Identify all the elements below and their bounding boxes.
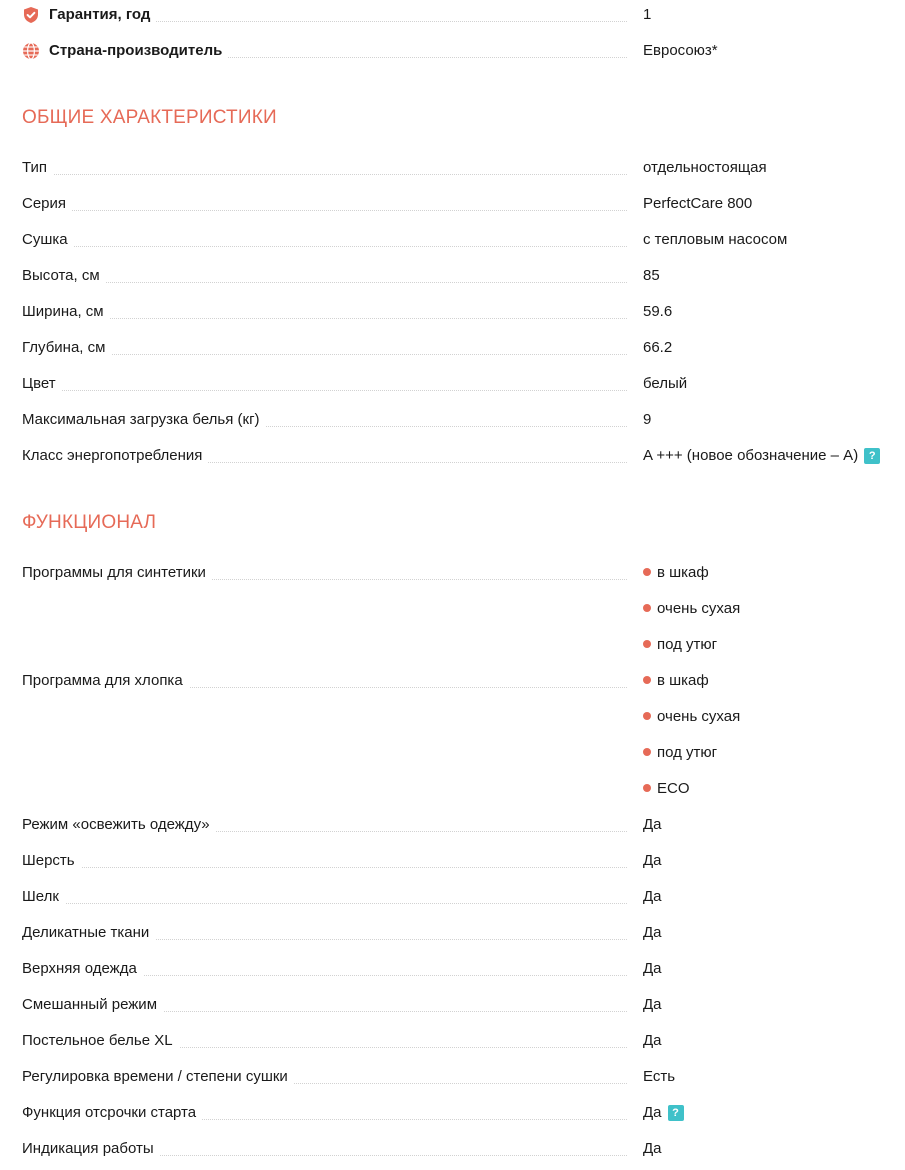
list-item-text: ECO — [657, 780, 690, 797]
bullet-icon — [643, 568, 651, 576]
spec-value: Да — [643, 888, 662, 905]
spec-label: Индикация работы — [22, 1134, 160, 1164]
spec-label: Цвет — [22, 369, 62, 399]
spec-row-energy-class — [22, 441, 892, 477]
section-title-functional: ФУНКЦИОНАЛ — [22, 512, 157, 533]
spec-value: 66.2 — [643, 339, 673, 356]
spec-row — [22, 333, 892, 369]
spec-row — [22, 153, 892, 189]
spec-label: Верхняя одежда — [22, 954, 143, 984]
spec-row — [22, 369, 892, 405]
spec-value: 1 — [643, 6, 652, 23]
spec-label: Функция отсрочки старта — [22, 1098, 202, 1128]
list-item — [643, 702, 740, 732]
bullet-icon — [643, 640, 651, 648]
shield-check-icon — [22, 6, 40, 24]
spec-row — [22, 954, 892, 990]
spec-value-text: A +++ (новое обозначение – A) — [643, 447, 859, 464]
spec-value: Да — [643, 816, 662, 833]
dotted-leader — [22, 210, 627, 211]
spec-value: Да — [643, 996, 662, 1013]
spec-value: 59.6 — [643, 303, 673, 320]
spec-row — [22, 810, 892, 846]
list-item — [643, 630, 717, 660]
spec-row — [22, 1062, 892, 1098]
globe-icon — [22, 42, 40, 60]
spec-label: Глубина, см — [22, 333, 111, 363]
spec-label: Программа для хлопка — [22, 666, 189, 696]
list-item-text: в шкаф — [657, 672, 709, 689]
list-item — [643, 594, 740, 624]
spec-row — [22, 990, 892, 1026]
list-item-text: очень сухая — [657, 708, 741, 725]
list-item-text: под утюг — [657, 636, 718, 653]
spec-row — [22, 297, 892, 333]
spec-value: Да — [643, 924, 662, 941]
spec-row — [22, 261, 892, 297]
spec-value: белый — [643, 375, 688, 392]
spec-value: 85 — [643, 267, 660, 284]
spec-row — [22, 189, 892, 225]
dotted-leader — [22, 282, 627, 283]
dotted-leader — [22, 867, 627, 868]
spec-value: Да — [643, 1032, 662, 1049]
spec-value: Евросоюз* — [643, 42, 718, 59]
list-item-text: в шкаф — [657, 564, 709, 581]
list-item — [643, 666, 709, 696]
spec-row — [22, 225, 892, 261]
spec-value: Есть — [643, 1068, 676, 1085]
spec-row-warranty — [22, 0, 892, 36]
spec-row — [22, 1134, 892, 1170]
spec-value: с тепловым насосом — [643, 231, 788, 248]
spec-label: Высота, см — [22, 261, 106, 291]
spec-value: Да — [643, 1140, 662, 1157]
bullet-icon — [643, 676, 651, 684]
spec-value: 9 — [643, 411, 652, 428]
spec-value: отдельностоящая — [643, 159, 767, 176]
help-icon[interactable]: ? — [864, 448, 880, 464]
spec-row-synthetics — [22, 558, 892, 594]
spec-row-country — [22, 36, 892, 72]
list-item — [643, 558, 709, 588]
spec-label: Постельное белье XL — [22, 1026, 179, 1056]
spec-row-delay-start — [22, 1098, 892, 1134]
spec-label: Сушка — [22, 225, 74, 255]
dotted-leader — [22, 390, 627, 391]
spec-value: Да — [643, 852, 662, 869]
spec-value — [643, 441, 880, 471]
spec-label: Программы для синтетики — [22, 558, 212, 588]
list-item — [643, 774, 690, 804]
dotted-leader — [22, 903, 627, 904]
spec-value: Да — [643, 960, 662, 977]
bullet-icon — [643, 712, 651, 720]
dotted-leader — [22, 354, 627, 355]
spec-row — [22, 882, 892, 918]
spec-label: Тип — [22, 153, 53, 183]
list-item-text: очень сухая — [657, 600, 741, 617]
spec-label: Шелк — [22, 882, 65, 912]
spec-label: Шерсть — [22, 846, 81, 876]
spec-label: Страна-производитель — [22, 36, 228, 66]
dotted-leader — [22, 318, 627, 319]
spec-label: Деликатные ткани — [22, 918, 155, 948]
spec-label: Регулировка времени / степени сушки — [22, 1062, 294, 1092]
spec-value — [643, 1098, 684, 1128]
spec-value: PerfectCare 800 — [643, 195, 753, 212]
spec-row — [22, 1026, 892, 1062]
spec-row-cotton — [22, 666, 892, 702]
help-icon[interactable]: ? — [668, 1105, 684, 1121]
bullet-icon — [643, 604, 651, 612]
spec-label: Гарантия, год — [22, 0, 156, 30]
spec-label: Ширина, см — [22, 297, 110, 327]
spec-label: Режим «освежить одежду» — [22, 810, 216, 840]
bullet-icon — [643, 748, 651, 756]
dotted-leader — [22, 246, 627, 247]
section-title-general: ОБЩИЕ ХАРАКТЕРИСТИКИ — [22, 107, 277, 128]
list-item-text: под утюг — [657, 744, 718, 761]
spec-label: Смешанный режим — [22, 990, 163, 1020]
spec-row — [22, 405, 892, 441]
spec-row — [22, 846, 892, 882]
dotted-leader — [22, 174, 627, 175]
bullet-icon — [643, 784, 651, 792]
spec-label: Серия — [22, 189, 72, 219]
spec-row — [22, 918, 892, 954]
spec-value-text: Да — [643, 1104, 662, 1121]
list-item — [643, 738, 717, 768]
spec-label: Класс энергопотребления — [22, 441, 208, 471]
spec-label: Максимальная загрузка белья (кг) — [22, 405, 266, 435]
